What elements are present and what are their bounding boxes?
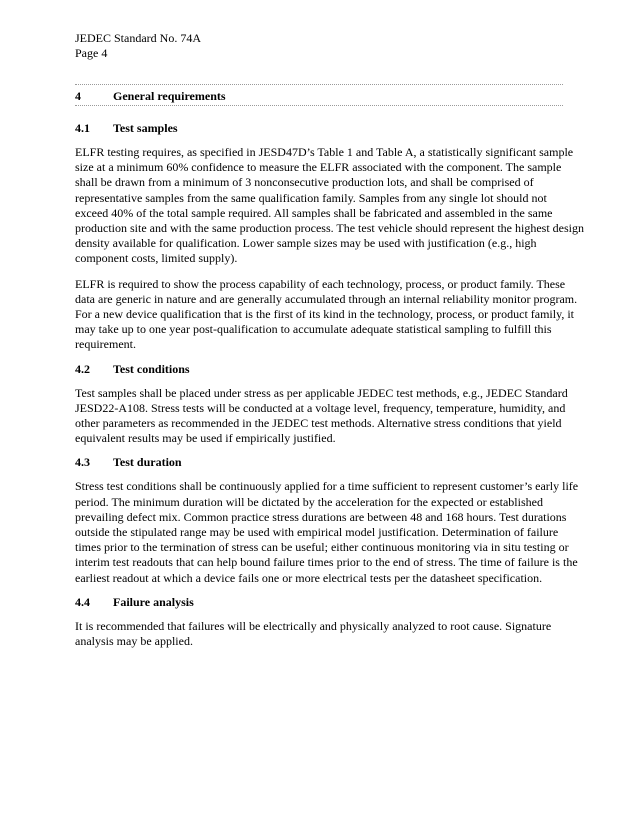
text-line: requirement. — [75, 337, 136, 352]
text-line: shall be drawn from a minimum of 3 nonconsecutive production lots, and shall be comprised of — [75, 175, 534, 190]
text-line: It is recommended that failures will be electrically and physically analyzed to root cause. Signature — [75, 618, 552, 633]
document-body — [75, 89, 584, 649]
standard-number: JEDEC Standard No. 74A — [75, 31, 201, 45]
text-line: production site and with the same production process. The test vehicle should represent the highest design — [75, 221, 584, 236]
text-line: equivalent results may be used if empirically justified. — [75, 431, 336, 446]
text-line: For a new device qualification that is the first of its kind in the technology, process, or product family, it — [75, 307, 574, 322]
section-title: General requirements — [113, 89, 226, 103]
text-line: may take up to one year post-qualification to accumulate adequate statistical sampling to fulfill this — [75, 322, 552, 337]
text-line: component costs, limited supply). — [75, 251, 238, 266]
text-line: period. The minimum duration will be dictated by the acceleration for the expected or established — [75, 494, 543, 509]
text-line: JESD22-A108. Stress tests will be conducted at a voltage level, frequency, temperature, humidity, and — [75, 400, 566, 415]
section-number: 4.1 — [75, 121, 90, 135]
running-header — [75, 31, 201, 61]
text-line: Test samples shall be placed under stress as per applicable JEDEC test methods, e.g., JEDEC Standard — [75, 385, 568, 400]
paragraph-failure-analysis — [75, 619, 563, 649]
text-line: earliest readout at which a device fails one or more electrical tests per the datasheet specification. — [75, 570, 543, 585]
text-line: representative samples from the same qualification family. Samples from any single lot should not — [75, 190, 547, 205]
section-heading-4-1 — [75, 121, 563, 136]
section-heading-4-3 — [75, 455, 563, 470]
paragraph-elfr-capability — [75, 276, 578, 353]
text-line: times prior to the termination of stress can be useful; either continuous monitoring via in situ testing or — [75, 540, 569, 555]
page-number: Page 4 — [75, 46, 108, 60]
section-number: 4.4 — [75, 594, 90, 609]
text-line: analysis may be applied. — [75, 634, 193, 649]
text-line: density available for qualification. Lower sample sizes may be used with justification (e.g., high — [75, 236, 537, 251]
section-title: Test duration — [113, 455, 182, 470]
paragraph-test-duration — [75, 479, 579, 585]
section-number: 4.3 — [75, 455, 90, 470]
section-title: Test conditions — [113, 361, 190, 376]
section-heading-4-4 — [75, 595, 563, 610]
text-line: other parameters as recommended in the JEDEC test methods. Alternative stress conditions that yield — [75, 416, 562, 431]
section-title: Test samples — [113, 121, 178, 135]
text-line: data are generic in nature and are generally accumulated through an internal reliability monitor program. — [75, 291, 578, 306]
section-title: Failure analysis — [113, 594, 194, 609]
section-heading-4 — [75, 89, 563, 104]
text-line: Stress test conditions shall be continuously applied for a time sufficient to represent customer’s early life — [75, 479, 579, 494]
text-line: size at a minimum 60% confidence to measure the ELFR associated with the component. The sample — [75, 160, 562, 175]
paragraph-test-conditions — [75, 385, 568, 447]
text-line: interim test readouts that can help bound failure times prior to the end of stress. The time of failure is the — [75, 555, 578, 570]
text-line: ELFR testing requires, as specified in JESD47D’s Table 1 and Table A, a statistically significant sample — [75, 145, 574, 159]
text-line: outside the stipulated range may be used with empirical model justification. Determination of failure — [75, 525, 559, 540]
section-heading-4-2 — [75, 362, 563, 377]
text-line: ELFR is required to show the process capability of each technology, process, or product family. These — [75, 276, 566, 291]
section-number: 4.2 — [75, 361, 90, 376]
section-number: 4 — [75, 89, 81, 103]
text-line: prevailing defect mix. Common practice stress durations are between 48 and 168 hours. Test durations — [75, 509, 567, 524]
section-rule-top — [75, 84, 563, 85]
paragraph-test-samples — [75, 145, 584, 267]
text-line: exceed 40% of the total sample required. All samples shall be fabricated and assembled in the same — [75, 205, 553, 220]
